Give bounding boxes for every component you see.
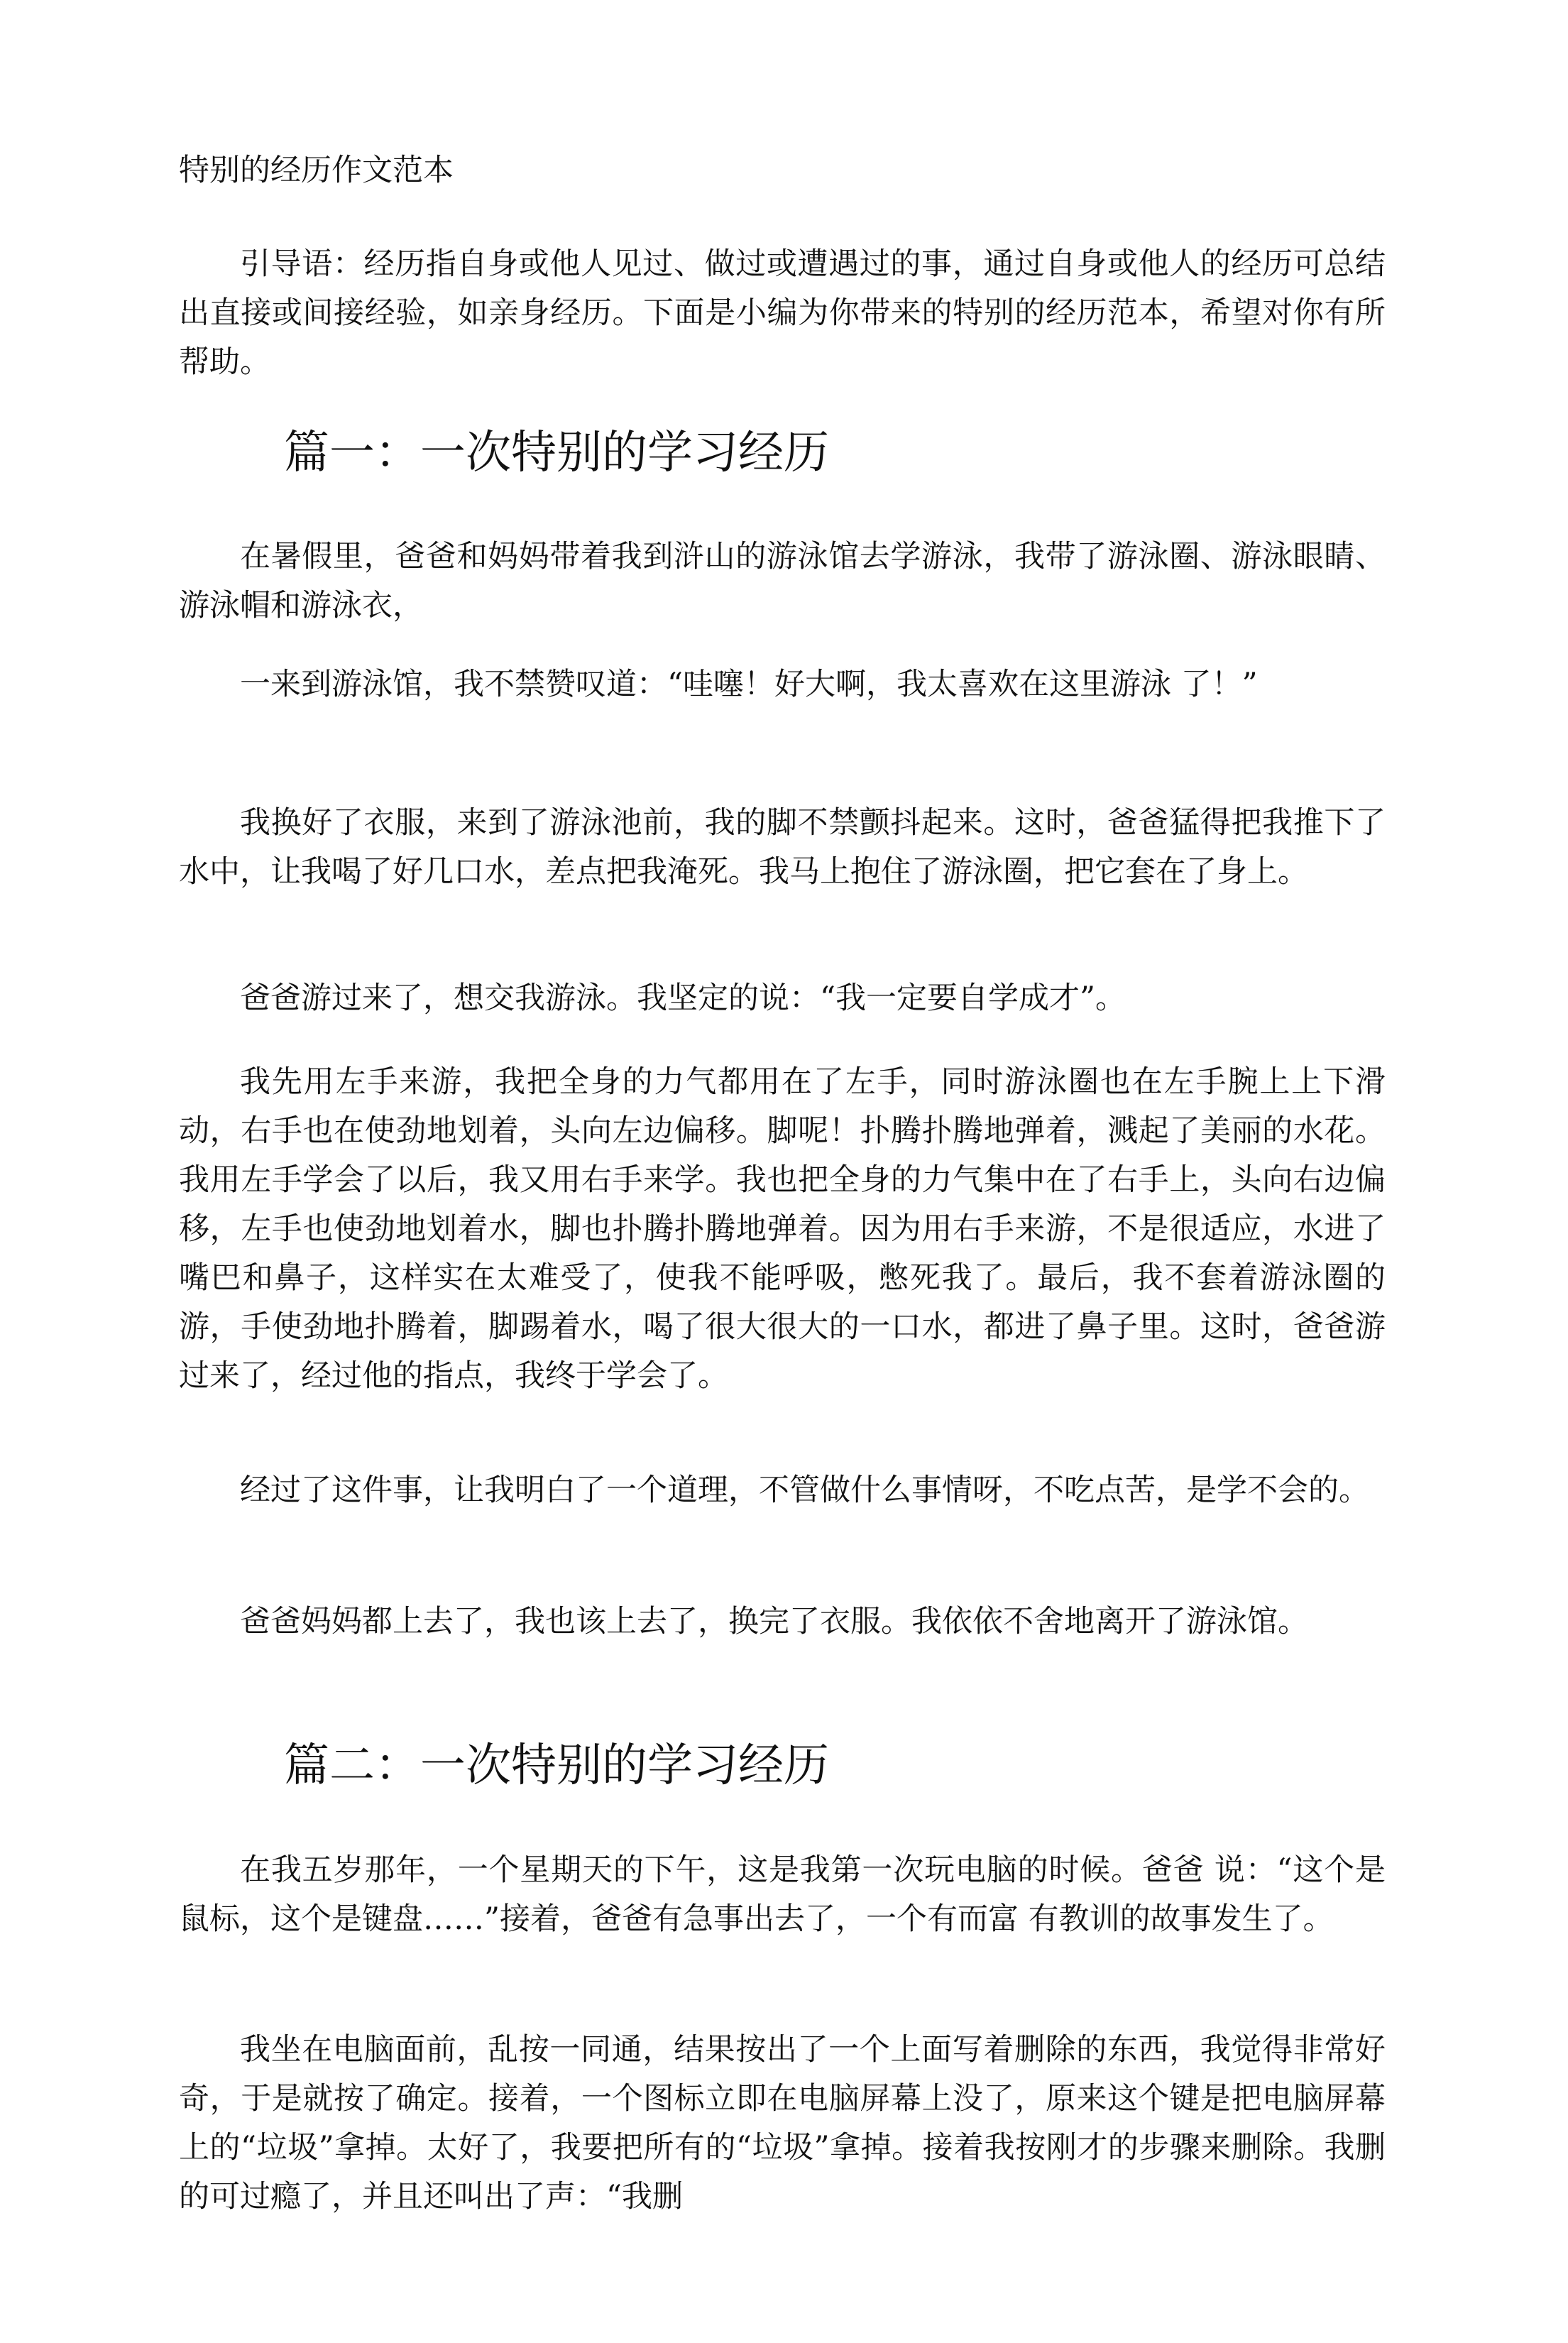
section-1-paragraph-1: 在暑假里，爸爸和妈妈带着我到浒山的游泳馆去学游泳，我带了游泳圈、游泳眼睛、游泳帽和游泳衣， — [179, 539, 1386, 623]
section-1-paragraph-7: 爸爸妈妈都上去了，我也该上去了，换完了衣服。我依依不舍地离开了游泳馆。 — [240, 1604, 1308, 1639]
section-2-paragraph-1: 在我五岁那年，一个星期天的下午，这是我第一次玩电脑的时候。爸爸 说：“这个是鼠标，这个是键盘……”接着，爸爸有急事出去了，一个有而富 有教训的故事发生了。 — [179, 1852, 1386, 1937]
section-1-heading: 篇一：一次特别的学习经历 — [284, 427, 829, 479]
section-2-paragraph-2: 我坐在电脑面前，乱按一同通，结果按出了一个上面写着删除的东西，我觉得非常好奇，于是就按了确定。接着，一个图标立即在电脑屏幕上没了，原来这个键是把电脑屏幕上的“垃圾”拿掉。太好了，我要把所有的“垃圾”拿掉。接着我按刚才的步骤来删除。我删的可过瘾了，并且还叫出了声：“我删 — [179, 2032, 1386, 2214]
section-1-paragraph-5: 我先用左手来游，我把全身的力气都用在了左手，同时游泳圈也在左手腕上上下滑动，右手也在使劲地划着，头向左边偏移。脚呢！扑腾扑腾地弹着，溅起了美丽的水花。我用左手学会了以后，我又用右手来学。我也把全身的力气集中在了右手上，头向右边偏移，左手也使劲地划着水，脚也扑腾扑腾地弹着。因为用右手来游，不是很适应，水进了嘴巴和鼻子，这样实在太难受了，使我不能呼吸，憋死我了。最后，我不套着游泳圈的游，手使劲地扑腾着，脚踢着水，喝了很大很大的一口水，都进了鼻子里。这时，爸爸游过来了，经过他的指点，我终于学会了。 — [179, 1064, 1386, 1394]
intro-paragraph: 引导语：经历指自身或他人见过、做过或遭遇过的事，通过自身或他人的经历可总结出直接或间接经验，如亲身经历。下面是小编为你带来的特别的经历范本，希望对你有所帮助。 — [179, 246, 1386, 380]
section-1-paragraph-6: 经过了这件事，让我明白了一个道理，不管做什么事情呀，不吃点苦，是学不会的。 — [240, 1473, 1369, 1508]
section-2-heading: 篇二：一次特别的学习经历 — [284, 1740, 829, 1792]
section-1-paragraph-4: 爸爸游过来了，想交我游泳。我坚定的说：“我一定要自学成才”。 — [240, 981, 1126, 1016]
document-title: 特别的经历作文范本 — [179, 153, 454, 188]
section-1-paragraph-2: 一来到游泳馆，我不禁赞叹道：“哇噻！好大啊，我太喜欢在这里游泳 了！” — [240, 667, 1258, 702]
section-1-paragraph-3: 我换好了衣服，来到了游泳池前，我的脚不禁颤抖起来。这时，爸爸猛得把我推下了水中，让我喝了好几口水，差点把我淹死。我马上抱住了游泳圈，把它套在了身上。 — [179, 805, 1386, 890]
